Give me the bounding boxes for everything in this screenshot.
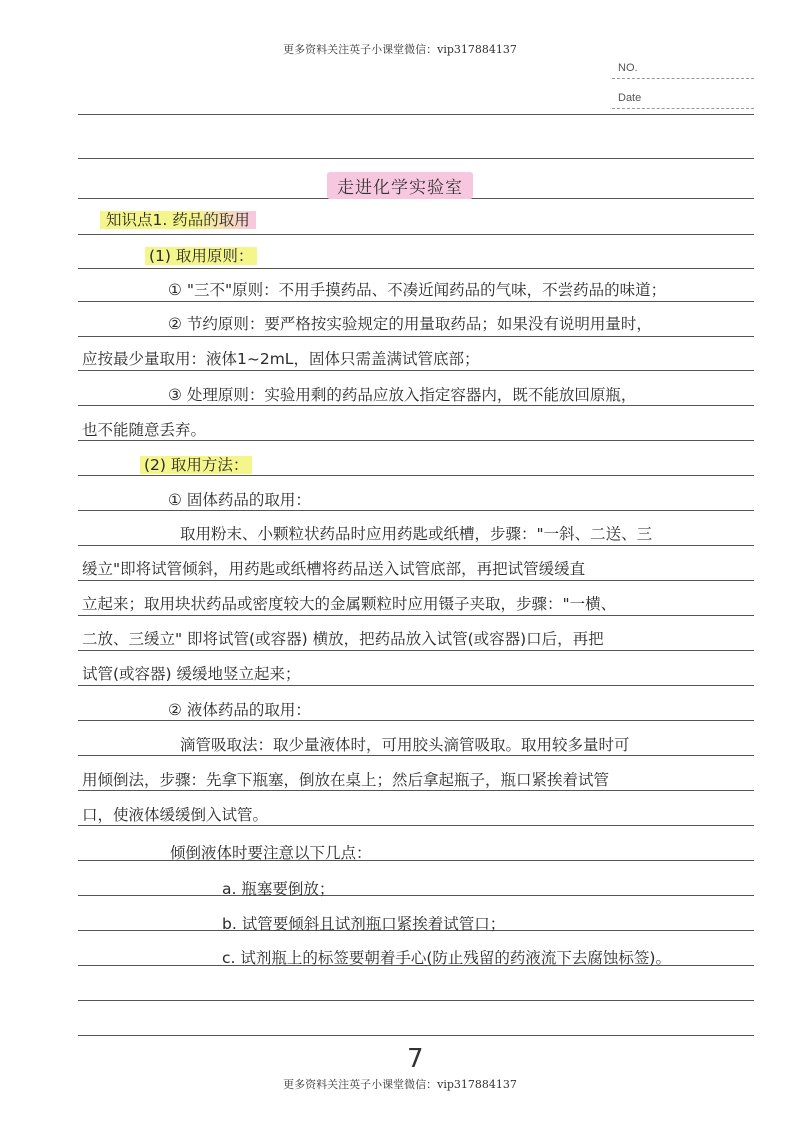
ruled-line [78,268,754,269]
ruled-line [78,895,754,896]
ruled-line [78,825,754,826]
ruled-line [78,755,754,756]
text-line: ① "三不"原则：不用手摸药品、不凑近闻药品的气味，不尝药品的味道； [168,281,667,299]
ruled-line [78,545,754,546]
watermark-top: 更多资料关注英子小课堂微信：vip317884137 [283,43,517,56]
note-item: a. 瓶塞要倒放； [222,880,335,898]
ruled-line [78,405,754,406]
text-line: 口，使液体缓缓倒入试管。 [82,806,269,824]
ruled-line [78,234,754,235]
ruled-line [78,650,754,651]
text-line: 滴管吸取法：取少量液体时，可用胶头滴管吸取。取用较多量时可 [180,736,630,754]
text-line: 缓立"即将试管倾斜，用药匙或纸槽将药品送入试管底部，再把试管缓缓直 [82,560,586,578]
text-line: ③ 处理原则：实验用剩的药品应放入指定容器内，既不能放回原瓶， [168,386,637,404]
section2-heading [140,455,252,475]
ruled-line [78,301,754,302]
ruled-line [78,615,754,616]
text-line: 应按最少量取用：液体1~2mL，固体只需盖满试管底部； [82,350,480,368]
ruled-line [78,580,754,581]
note-item: b. 试管要倾斜且试剂瓶口紧挨着试管口； [222,915,506,933]
watermark-bottom: 更多资料关注英子小课堂微信：vip317884137 [283,1078,517,1091]
title-wrap [0,172,800,199]
ruled-line [78,685,754,686]
text-line: 立起来；取用块状药品或密度较大的金属颗粒时应用镊子夹取，步骤："一横、 [82,595,617,613]
liquid-heading: ② 液体药品的取用： [168,701,311,719]
knowledge-point-heading [100,210,256,230]
date-line [612,108,754,109]
ruled-line [78,790,754,791]
page-title: 走进化学实验室 [327,172,473,199]
knowledge-point-label: 知识点1. 药品的取用 [100,211,256,229]
section2-heading-label: (2) 取用方法： [140,456,252,474]
ruled-line [78,336,754,337]
note-item: c. 试剂瓶上的标签要朝着手心(防止残留的药液流下去腐蚀标签)。 [222,949,671,967]
ruled-line [78,158,754,159]
no-label: NO. [618,62,638,74]
notes-heading: 倾倒液体时要注意以下几点： [170,844,372,862]
ruled-line [78,475,754,476]
page-number: 7 [407,1044,424,1074]
ruled-line [78,720,754,721]
ruled-line [78,510,754,511]
section1-heading [145,246,257,266]
date-label: Date [618,92,642,104]
text-line: 用倾倒法，步骤：先拿下瓶塞，倒放在桌上；然后拿起瓶子，瓶口紧挨着试管 [82,771,610,789]
no-line [612,78,754,79]
text-line: 也不能随意丢弃。 [82,421,207,439]
solid-heading: ① 固体药品的取用： [168,491,311,509]
ruled-line [78,114,754,115]
ruled-line [78,370,754,371]
text-line: 试管(或容器) 缓缓地竖立起来； [82,665,301,683]
ruled-line [78,1035,754,1036]
ruled-line [78,1000,754,1001]
text-line: ② 节约原则：要严格按实验规定的用量取药品；如果没有说明用量时， [168,315,652,333]
ruled-line [78,440,754,441]
text-line: 取用粉末、小颗粒状药品时应用药匙或纸槽，步骤："一斜、二送、三 [180,525,653,543]
section1-heading-label: (1) 取用原则： [145,247,257,265]
text-line: 二放、三缓立" 即将试管(或容器) 横放，把药品放入试管(或容器)口后，再把 [82,630,604,648]
